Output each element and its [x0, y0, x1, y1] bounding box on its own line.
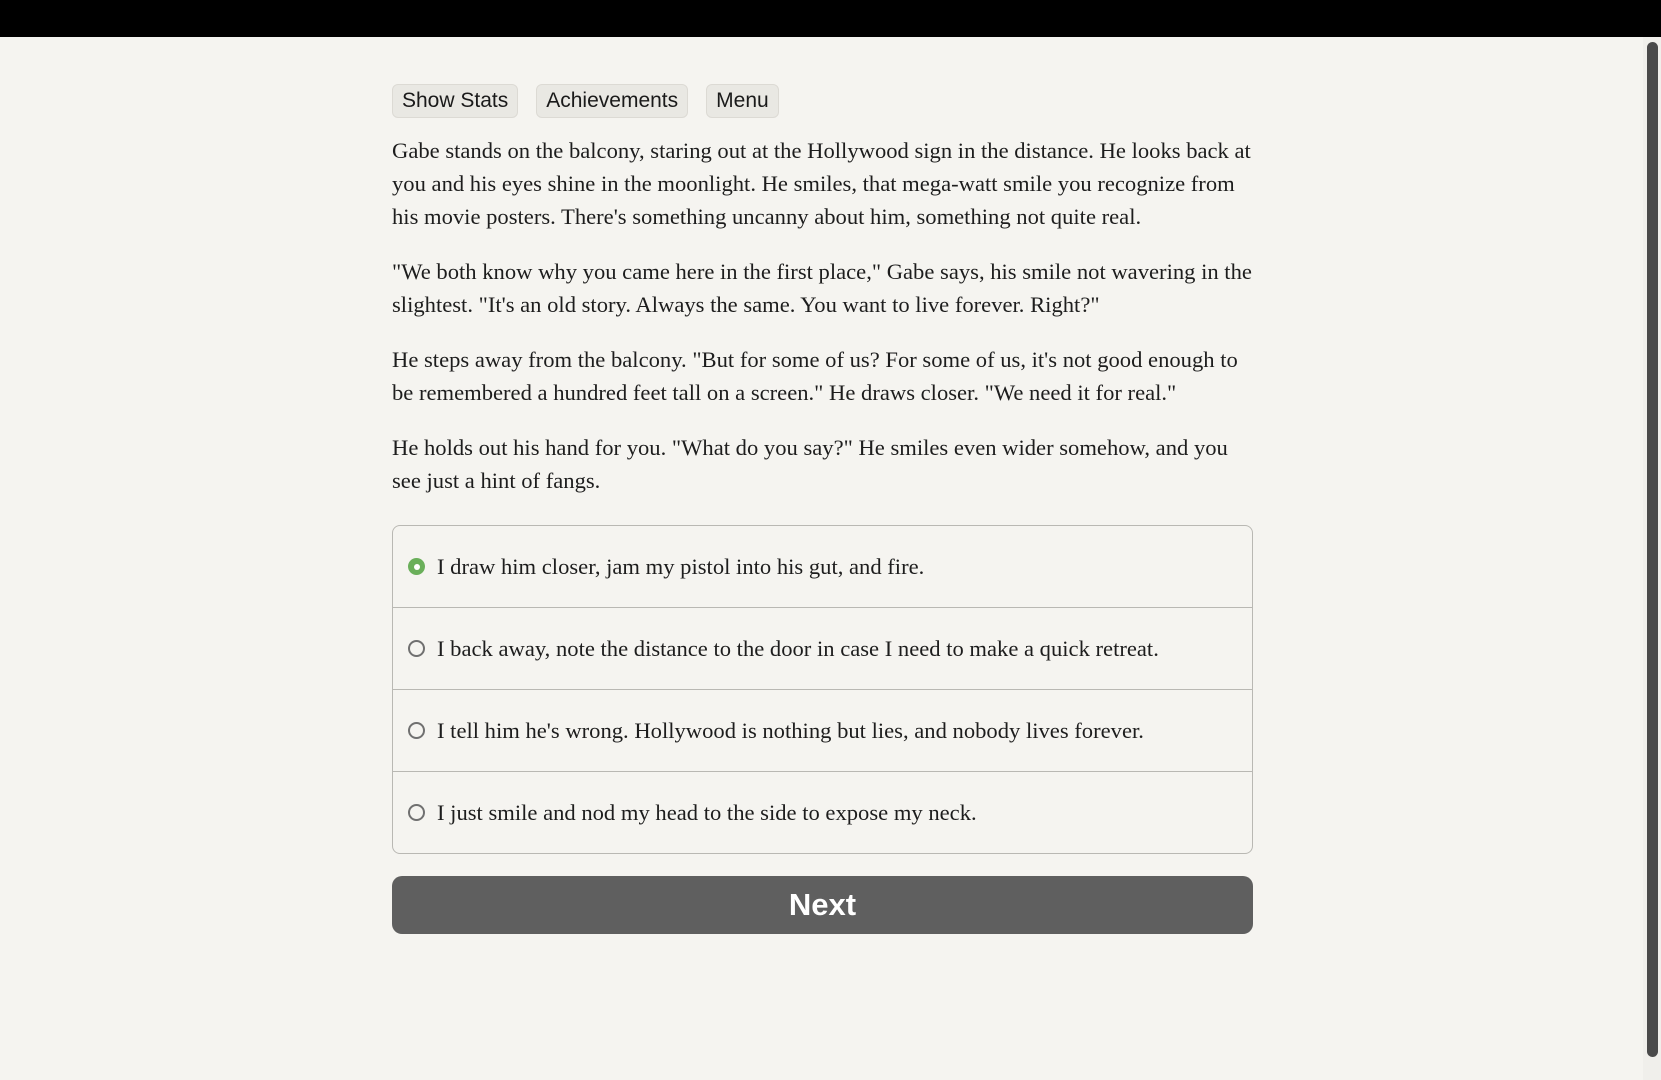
- menu-button[interactable]: Menu: [706, 84, 779, 118]
- choice-label: I tell him he's wrong. Hollywood is nothing but lies, and nobody lives forever.: [437, 717, 1144, 743]
- story-paragraph: Gabe stands on the balcony, staring out at the Hollywood sign in the distance. He looks back at you and his eyes shine in the moonlight. He smiles, that mega-watt smile you recognize from his movie posters. There's something uncanny about him, something not quite real.: [392, 138, 1251, 229]
- achievements-button[interactable]: Achievements: [536, 84, 688, 118]
- choice-option-1[interactable]: [393, 526, 1252, 607]
- choice-option-2[interactable]: [393, 607, 1252, 689]
- choice-list: [392, 525, 1253, 854]
- choice-label: I draw him closer, jam my pistol into his gut, and fire.: [437, 553, 925, 579]
- choice-label: I just smile and nod my head to the side to expose my neck.: [437, 799, 977, 825]
- next-button[interactable]: Next: [392, 876, 1253, 934]
- scrollbar-thumb[interactable]: [1647, 42, 1658, 1057]
- show-stats-button[interactable]: Show Stats: [392, 84, 518, 118]
- choice-label: I back away, note the distance to the door in case I need to make a quick retreat.: [437, 635, 1159, 661]
- toolbar: [392, 84, 1253, 118]
- top-bar: [0, 0, 1661, 37]
- story-paragraph: He steps away from the balcony. "But for some of us? For some of us, it's not good enough to be remembered a hundred feet tall on a screen." He draws closer. "We need it for real.": [392, 347, 1238, 405]
- radio-unselected-icon[interactable]: [408, 722, 425, 739]
- story-text: [392, 134, 1253, 497]
- radio-selected-icon[interactable]: [408, 558, 425, 575]
- game-content: [392, 84, 1253, 934]
- radio-unselected-icon[interactable]: [408, 640, 425, 657]
- story-paragraph: "We both know why you came here in the first place," Gabe says, his smile not wavering in the slightest. "It's an old story. Always the same. You want to live forever. Right?": [392, 259, 1252, 317]
- radio-unselected-icon[interactable]: [408, 804, 425, 821]
- choice-option-3[interactable]: [393, 689, 1252, 771]
- story-paragraph: He holds out his hand for you. "What do you say?" He smiles even wider somehow, and you see just a hint of fangs.: [392, 435, 1228, 493]
- choice-option-4[interactable]: [393, 771, 1252, 853]
